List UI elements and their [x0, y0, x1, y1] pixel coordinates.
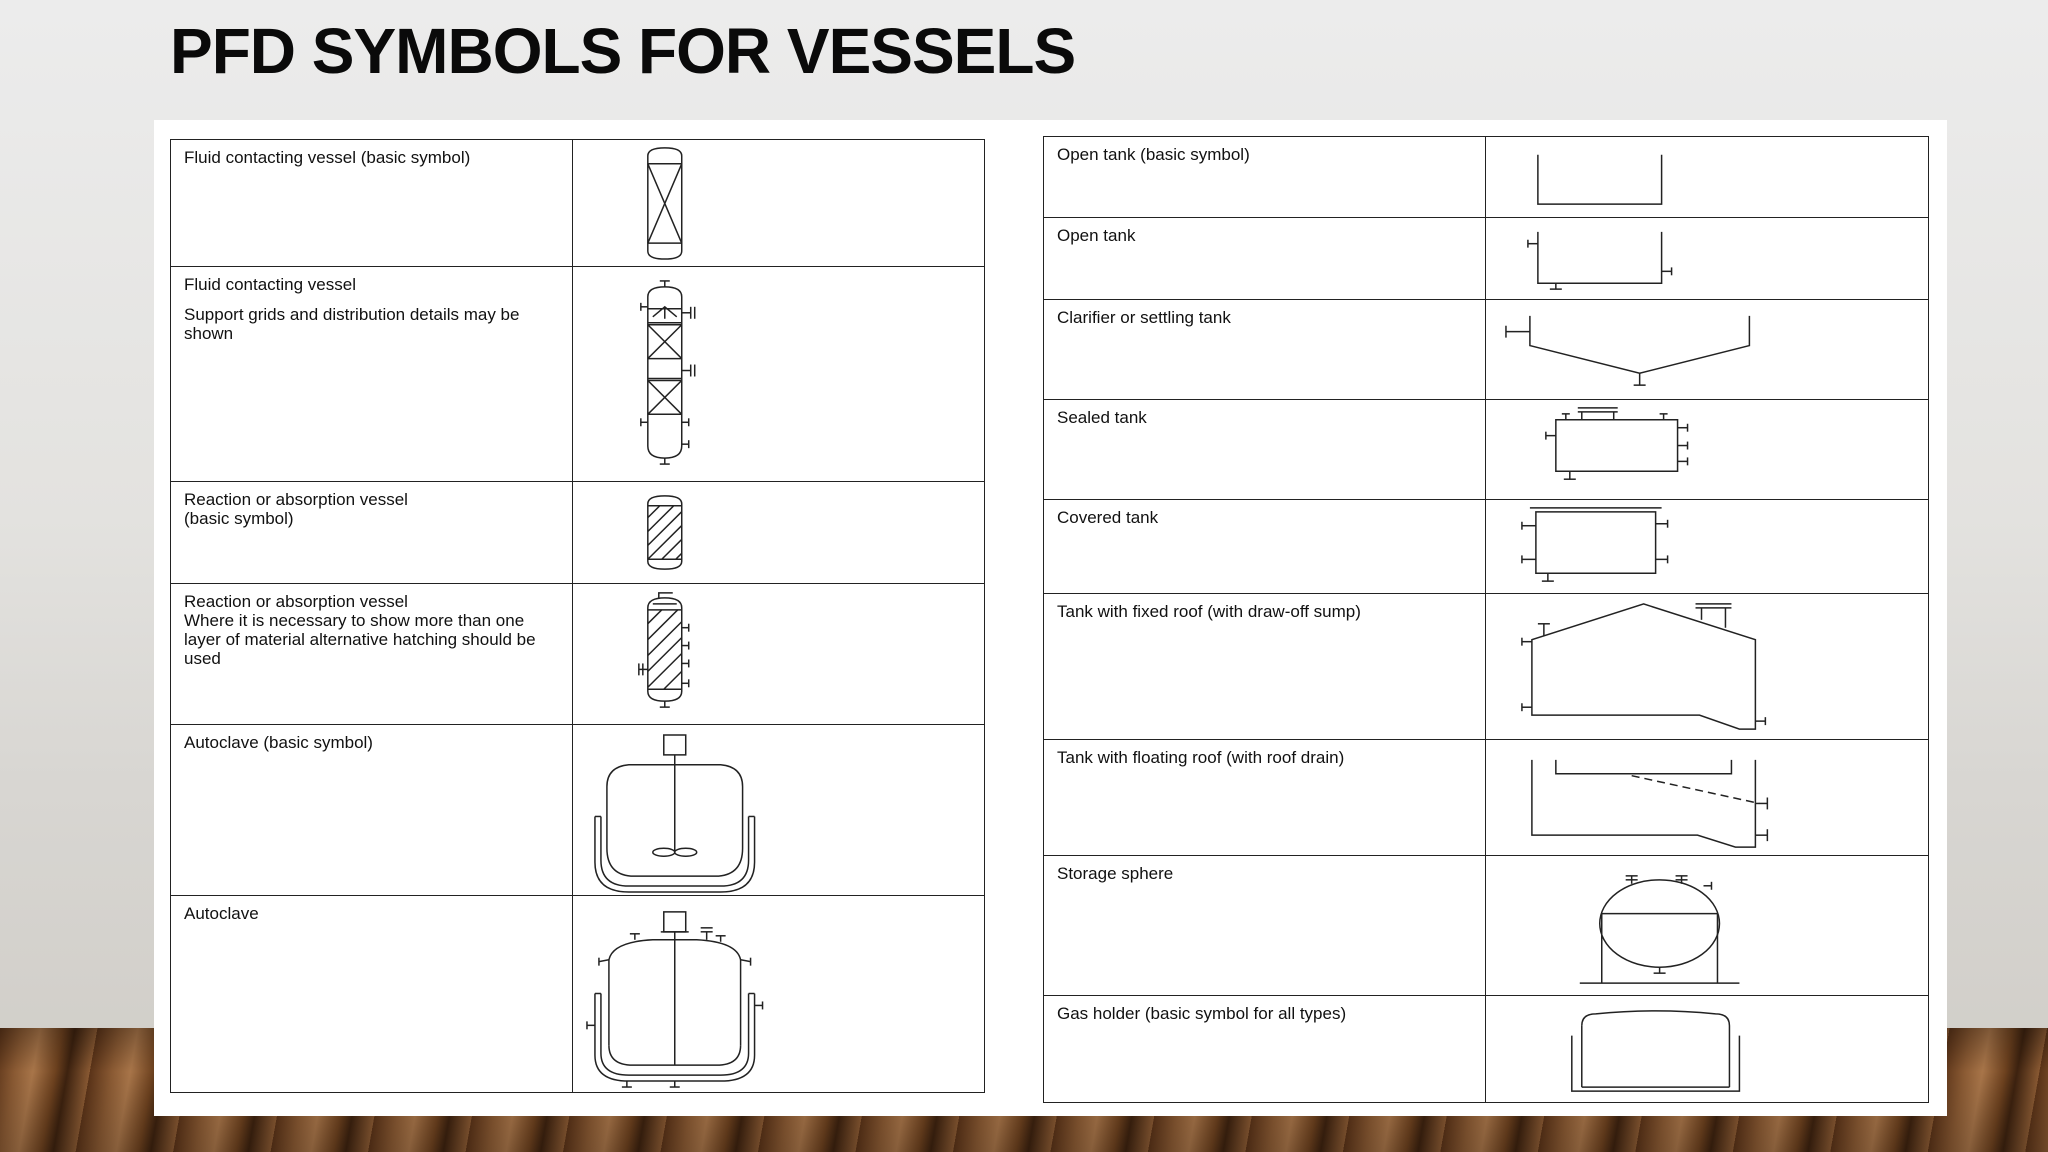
- symbol-label-cell: [1044, 594, 1486, 740]
- symbol-sheet: [154, 120, 1947, 1116]
- symbol-label: Reaction or absorption vessel: [184, 490, 408, 509]
- symbol-label: Reaction or absorption vessel: [184, 592, 408, 611]
- table-row: [171, 584, 985, 725]
- fixed-roof-tank-icon: [1486, 594, 1929, 740]
- table-row: [1044, 996, 1929, 1103]
- symbol-label-cell: [1044, 856, 1486, 996]
- symbol-label-cell: [1044, 996, 1486, 1103]
- symbol-label: Sealed tank: [1057, 408, 1147, 427]
- symbol-label-cell: [1044, 400, 1486, 500]
- table-row: [171, 482, 985, 584]
- reaction-vessel-basic-icon: [573, 482, 985, 584]
- symbol-label-cell: [171, 725, 573, 896]
- symbol-label-cell: [1044, 300, 1486, 400]
- symbol-label: Tank with floating roof (with roof drain): [1057, 748, 1345, 767]
- symbol-label-cell: [1044, 137, 1486, 218]
- table-row: [1044, 740, 1929, 856]
- right-symbol-table: [1043, 136, 1929, 1103]
- table-row: [171, 140, 985, 267]
- table-row: [1044, 218, 1929, 300]
- sealed-tank-icon: [1486, 400, 1929, 500]
- table-row: [1044, 856, 1929, 996]
- symbol-label-cell: [171, 140, 573, 267]
- gas-holder-icon: [1486, 996, 1929, 1103]
- symbol-label-cell: [1044, 500, 1486, 594]
- symbol-label: Autoclave (basic symbol): [184, 733, 373, 752]
- symbol-label: Fluid contacting vessel: [184, 275, 356, 294]
- table-row: [1044, 137, 1929, 218]
- symbol-label-cell: [171, 584, 573, 725]
- table-row: [1044, 300, 1929, 400]
- reaction-vessel-layered-icon: [573, 584, 985, 725]
- autoclave-detailed-icon: [573, 896, 985, 1093]
- table-row: [1044, 500, 1929, 594]
- symbol-label: Covered tank: [1057, 508, 1159, 527]
- clarifier-tank-icon: [1486, 300, 1929, 400]
- symbol-detail: (basic symbol): [184, 509, 294, 528]
- symbol-detail: Where it is necessary to show more than one layer of material alternative hatching should be used: [184, 611, 536, 668]
- table-row: [171, 267, 985, 482]
- symbol-label: Open tank (basic symbol): [1057, 145, 1250, 164]
- fluid-contacting-vessel-detailed-icon: [573, 267, 985, 482]
- table-row: [1044, 594, 1929, 740]
- open-tank-basic-icon: [1486, 137, 1929, 218]
- symbol-label-cell: [171, 896, 573, 1093]
- symbol-label: Autoclave: [184, 904, 259, 923]
- open-tank-icon: [1486, 218, 1929, 300]
- left-symbol-table: [170, 139, 985, 1093]
- autoclave-basic-icon: [573, 725, 985, 896]
- slide-title: PFD SYMBOLS FOR VESSELS: [170, 15, 1076, 87]
- table-row: [171, 896, 985, 1093]
- symbol-label-cell: [171, 482, 573, 584]
- symbol-label: Storage sphere: [1057, 864, 1174, 883]
- symbol-label-cell: [1044, 740, 1486, 856]
- symbol-label-cell: [1044, 218, 1486, 300]
- fluid-contacting-vessel-basic-symbol-icon: [573, 140, 985, 267]
- symbol-label: Open tank: [1057, 226, 1136, 245]
- storage-sphere-icon: [1486, 856, 1929, 996]
- floating-roof-tank-icon: [1486, 740, 1929, 856]
- symbol-label: Fluid contacting vessel (basic symbol): [184, 148, 471, 167]
- table-row: [1044, 400, 1929, 500]
- covered-tank-icon: [1486, 500, 1929, 594]
- symbol-detail: Support grids and distribution details may be shown: [184, 305, 520, 343]
- table-row: [171, 725, 985, 896]
- symbol-label: Gas holder (basic symbol for all types): [1057, 1004, 1347, 1023]
- symbol-label-cell: [171, 267, 573, 482]
- symbol-label: Tank with fixed roof (with draw-off sump): [1057, 602, 1361, 621]
- symbol-label: Clarifier or settling tank: [1057, 308, 1231, 327]
